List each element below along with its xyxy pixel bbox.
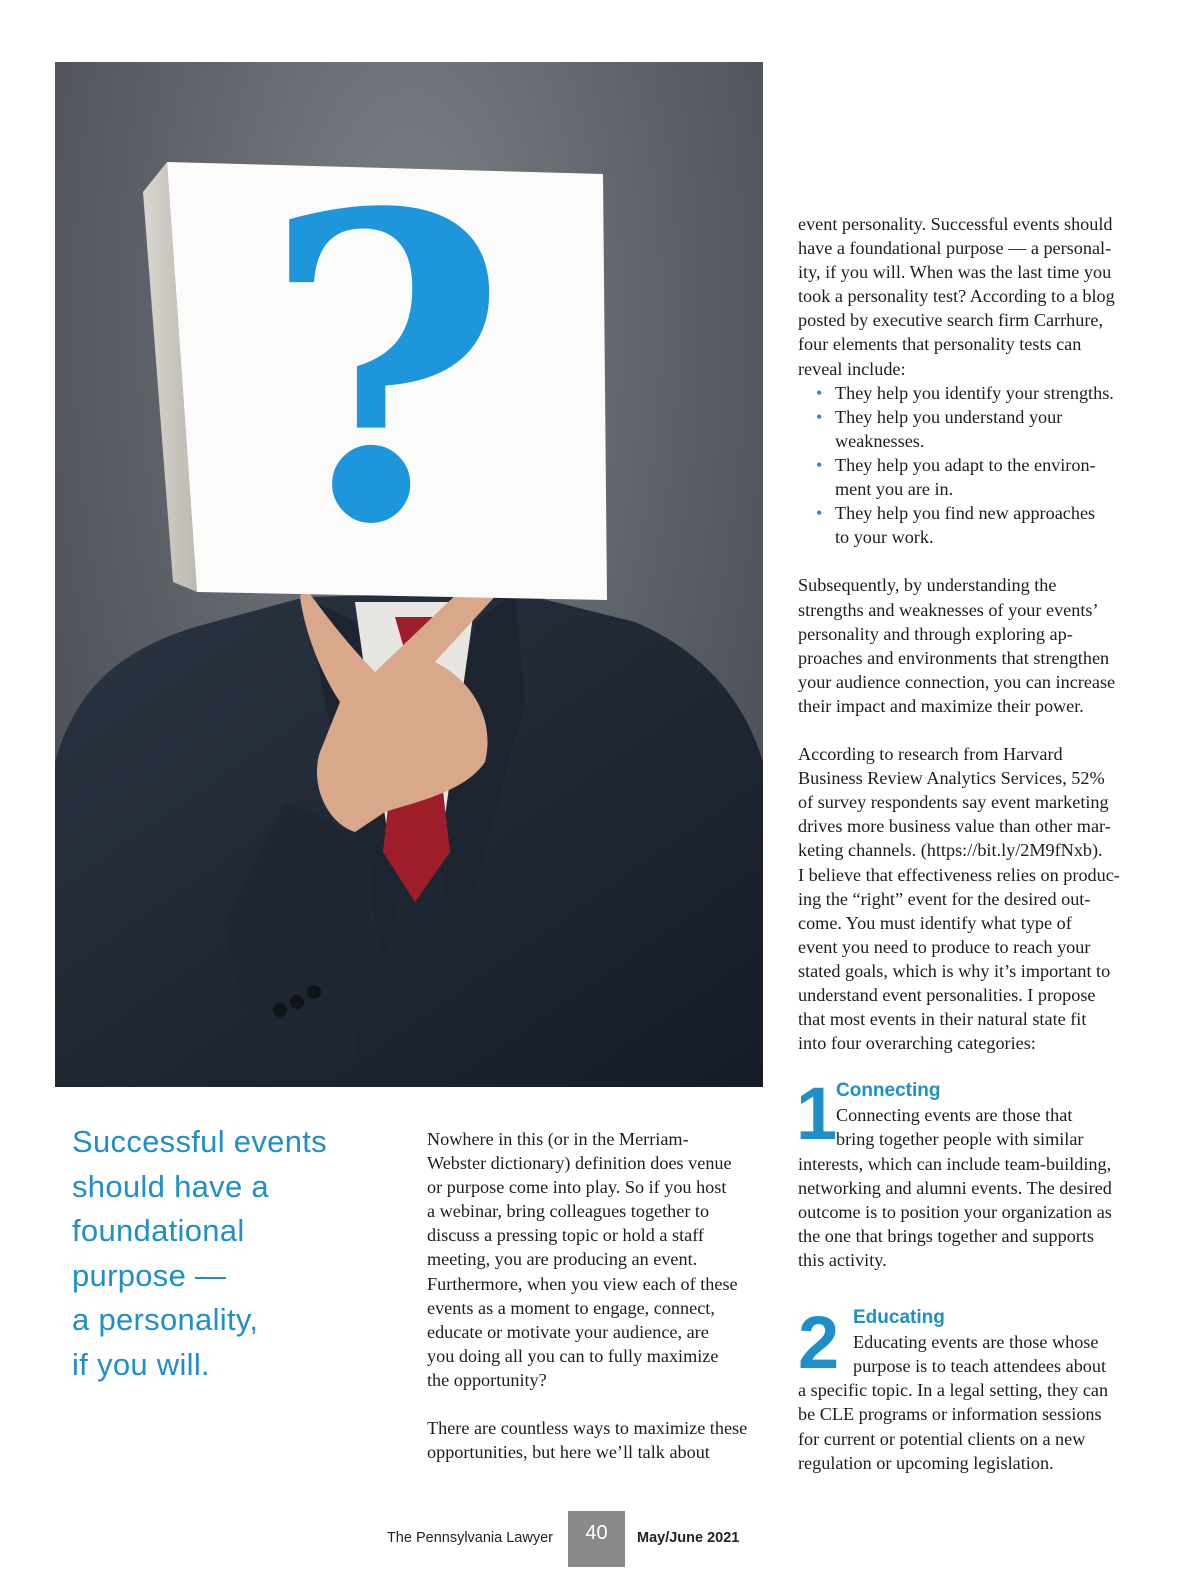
button: [307, 985, 321, 999]
text-line: Nowhere in this (or in the Merriam-: [427, 1129, 689, 1149]
text-line: Business Review Analytics Services, 52%: [798, 768, 1105, 789]
list-item: [798, 501, 1143, 549]
text-line: personality and through exploring ap-: [798, 623, 1073, 644]
pull-quote-line: should have a: [72, 1168, 269, 1204]
text-line: Connecting events are those that: [836, 1105, 1073, 1126]
text-line: event you need to produce to reach your: [798, 936, 1091, 957]
paragraph: [798, 742, 1143, 1055]
text-line: bring together people with similar: [836, 1129, 1084, 1150]
text-line: their impact and maximize their power.: [798, 695, 1084, 716]
pull-quote-line: Successful events: [72, 1124, 327, 1159]
body-column-right: [798, 212, 1143, 1475]
list-item: [798, 453, 1143, 501]
text-line: event personality. Successful events should: [798, 214, 1113, 234]
text-line: posted by executive search firm Carrhure,: [798, 310, 1104, 331]
publication-name: The Pennsylvania Lawyer: [386, 1530, 553, 1546]
text-line: events as a moment to engage, connect,: [427, 1297, 715, 1318]
text-line: into four overarching categories:: [798, 1033, 1036, 1054]
text-line: ing the “right” event for the desired out-: [798, 888, 1091, 909]
text-line: regulation or upcoming legislation.: [798, 1452, 1054, 1473]
text-line: ity, if you will. When was the last time you: [798, 262, 1112, 283]
pull-quote-line: a personality,: [72, 1302, 259, 1337]
page-footer: [0, 1511, 1200, 1567]
text-line: to your work.: [835, 527, 934, 548]
issue-date: May/June 2021: [637, 1530, 740, 1546]
category-heading: Connecting: [836, 1080, 941, 1102]
bullet-icon: •: [816, 454, 823, 475]
text-line: stated goals, which is why it’s important to: [798, 960, 1111, 981]
article-photo: [55, 62, 763, 1087]
text-line: for current or potential clients on a new: [798, 1428, 1086, 1449]
text-line: drives more business value than other mar-: [798, 816, 1111, 837]
text-line: reveal include:: [798, 358, 906, 379]
text-line: I believe that effectiveness relies on produc-: [798, 864, 1120, 885]
text-line: or purpose come into play. So if you host: [427, 1177, 727, 1198]
text-line: come. You must identify what type of: [798, 912, 1072, 933]
category-heading: Educating: [853, 1307, 945, 1329]
text-line: networking and alumni events. The desired: [798, 1177, 1112, 1198]
text-line: They help you find new approaches: [835, 503, 1096, 524]
pull-quote-line: foundational: [72, 1213, 245, 1248]
text-line: They help you adapt to the environ-: [835, 454, 1096, 475]
question-mark-icon: ?: [261, 124, 509, 617]
text-line: understand event personalities. I propose: [798, 985, 1096, 1005]
text-line: Webster dictionary) definition does venue: [427, 1153, 732, 1174]
pull-quote-line: purpose —: [72, 1257, 227, 1293]
text-line: They help you understand your: [835, 406, 1063, 427]
body-column-middle: [427, 1127, 772, 1464]
category-number: 1: [796, 1072, 838, 1156]
text-line: a specific topic. In a legal setting, they can: [798, 1380, 1109, 1401]
text-line: be CLE programs or information sessions: [798, 1404, 1102, 1425]
text-line: weaknesses.: [835, 430, 925, 451]
text-line: that most events in their natural state fit: [798, 1009, 1087, 1030]
text-line: educate or motivate your audience, are: [427, 1321, 709, 1342]
text-line: purpose is to teach attendees about: [853, 1356, 1107, 1377]
category-educating: [798, 1301, 1143, 1475]
button: [273, 1003, 287, 1017]
text-line: the one that brings together and supports: [798, 1225, 1094, 1246]
list-item: [798, 405, 1143, 453]
bullet-list: [798, 381, 1143, 550]
list-item: [798, 381, 1143, 405]
text-line: the opportunity?: [427, 1369, 547, 1390]
page-number: 40: [568, 1511, 625, 1567]
text-line: a webinar, bring colleagues together to: [427, 1201, 710, 1222]
text-line: opportunities, but here we’ll talk about: [427, 1442, 710, 1463]
text-line: took a personality test? According to a blog: [798, 286, 1115, 307]
text-line: four elements that personality tests can: [798, 334, 1082, 355]
paragraph: [798, 573, 1143, 718]
paragraph: [798, 212, 1143, 381]
bullet-icon: •: [816, 406, 823, 427]
category-number: 2: [798, 1301, 840, 1385]
text-line: outcome is to position your organization as: [798, 1201, 1112, 1222]
text-line: you doing all you can to fully maximize: [427, 1345, 719, 1366]
text-line: Subsequently, by understanding the: [798, 575, 1057, 596]
text-line: There are countless ways to maximize these: [427, 1418, 748, 1439]
pull-quote: [72, 1120, 392, 1387]
button: [290, 995, 304, 1009]
bullet-icon: •: [816, 382, 823, 403]
text-line: strengths and weaknesses of your events’: [798, 599, 1099, 620]
pull-quote-line: if you will.: [72, 1346, 210, 1382]
text-line: proaches and environments that strengthen: [798, 647, 1110, 668]
text-line: have a foundational purpose — a personal-: [798, 238, 1112, 259]
text-line: According to research from Harvard: [798, 744, 1063, 765]
category-connecting: [796, 1072, 1143, 1272]
text-line: keting channels. (https://bit.ly/2M9fNxb).: [798, 840, 1103, 861]
paragraph: [427, 1127, 772, 1392]
text-line: ment you are in.: [835, 479, 954, 500]
text-line: interests, which can include team-building,: [798, 1153, 1112, 1174]
text-line: Furthermore, when you view each of these: [427, 1273, 738, 1294]
paragraph: [427, 1416, 772, 1464]
text-line: Educating events are those whose: [853, 1332, 1099, 1353]
text-line: your audience connection, you can increase: [798, 671, 1116, 692]
text-line: They help you identify your strengths.: [835, 382, 1114, 403]
bullet-icon: •: [816, 503, 823, 524]
text-line: of survey respondents say event marketing: [798, 792, 1109, 813]
text-line: this activity.: [798, 1249, 887, 1270]
text-line: discuss a pressing topic or hold a staff: [427, 1225, 704, 1246]
question-box-illustration: [55, 62, 763, 1087]
text-line: meeting, you are producing an event.: [427, 1249, 698, 1270]
